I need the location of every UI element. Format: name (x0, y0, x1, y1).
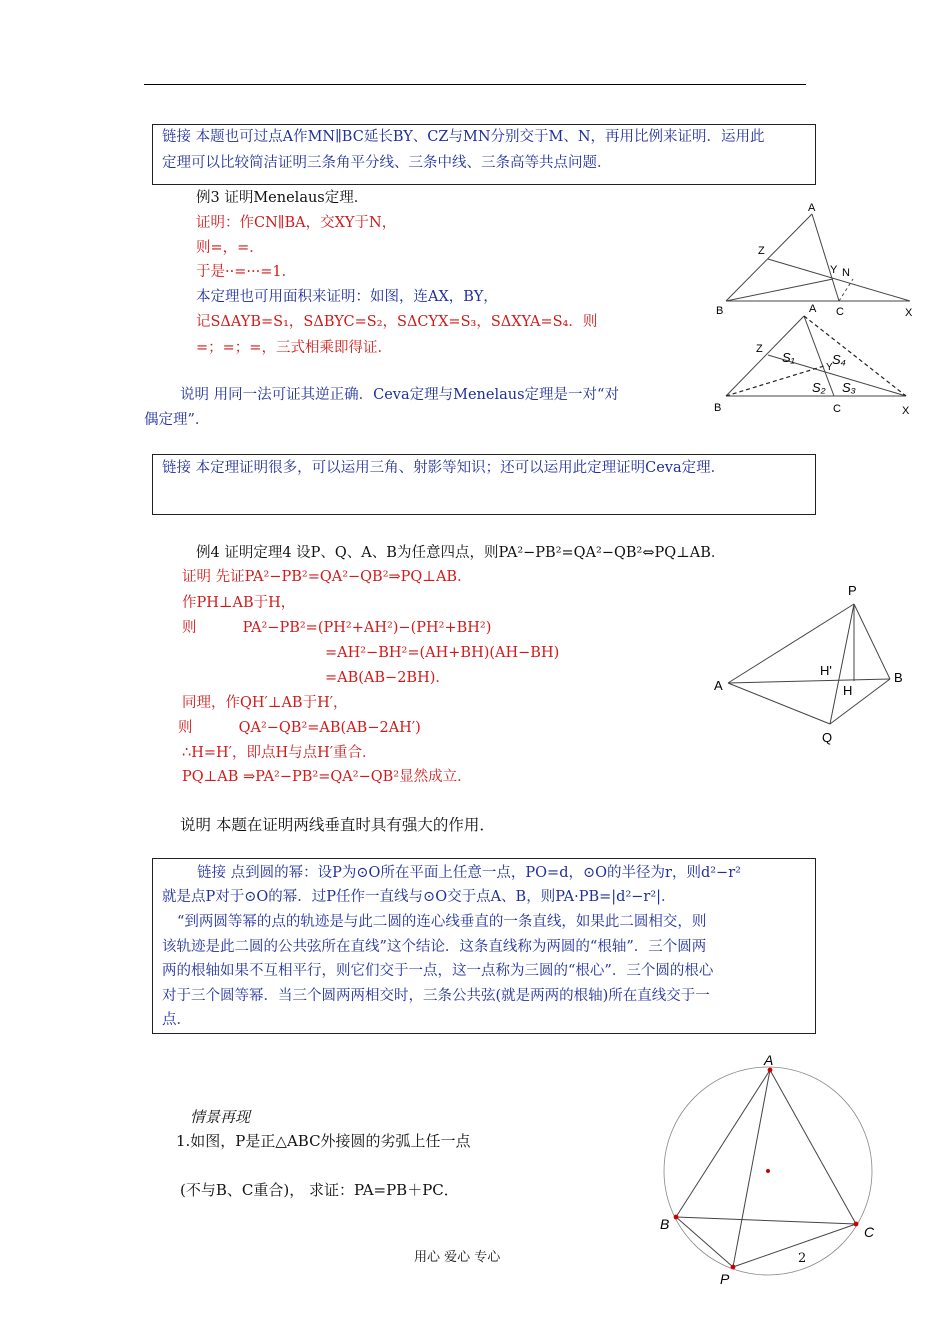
link-box-3-line-3: “到两圆等幂的点的轨迹是与此二圆的连心线垂直的一条直线，如果此二圆相交，则 (177, 914, 707, 930)
ex4-proof-line-8: ∴H=H′，即点H与点H′重合． (182, 745, 377, 761)
menelaus-figure-2 (706, 298, 928, 422)
ex4-proof-line-7: 则 QA²−QB²=AB(AB−2AH′) (178, 720, 421, 736)
scene-problem-line-2: (不与B、C重合)， 求证：PA=PB＋PC． (180, 1181, 459, 1199)
link-box-3-line-4: 该轨迹是此二圆的公共弦所在直线”这个结论．这条直线称为两圆的“根轴”．三个圆两 (162, 939, 707, 955)
ex4-proof-line-2: 作PH⊥AB于H， (182, 595, 296, 611)
ex3-note-line-1: 说明 用同一法可证其逆正确．Ceva定理与Menelaus定理是一对“对 (180, 387, 619, 403)
ex4-proof-line-3: 则 PA²−PB²=(PH²+AH²)−(PH²+BH²) (182, 620, 492, 636)
ex4-note: 说明 本题在证明两线垂直时具有强大的作用． (180, 816, 495, 834)
ex4-proof-line-1: 证明 先证PA²−PB²=QA²−QB²⇒PQ⊥AB． (182, 569, 472, 585)
ex3-proof-line-6: =；=；=，三式相乘即得证． (196, 340, 392, 356)
fig1-label-Y: Y (830, 264, 838, 276)
fig3-label-P: P (848, 583, 857, 598)
fig3-label-A: A (714, 678, 723, 693)
fig1-label-Z: Z (758, 245, 765, 257)
example-3-title: 例3 证明Menelaus定理． (196, 190, 369, 206)
ex3-note-line-2: 偶定理”． (144, 412, 210, 428)
link-box-1-line-2: 定理可以比较简洁证明三条角平分线、三条中线、三条高等共点问题． (162, 155, 612, 171)
link-box-2 (152, 454, 816, 515)
ex4-proof-line-4: =AH²−BH²=(AH+BH)(AH−BH) (325, 645, 560, 661)
ex3-proof-line-5: 记SΔAYB=S₁，SΔBYC=S₂，SΔCYX=S₃，SΔXYA=S₄．则 (196, 314, 598, 330)
fig2-label-A: A (809, 303, 817, 315)
link-box-1-line-1: 链接 本题也可过点A作MN∥BC延长BY、CZ与MN分别交于M、N，再用比例来证明．运用此 (162, 129, 765, 145)
link-box-3 (152, 858, 816, 1034)
scene-heading: 情景再现 (190, 1108, 251, 1126)
perpendicular-figure (704, 578, 922, 750)
ex4-proof-line-6: 同理，作QH′⊥AB于H′， (182, 695, 348, 711)
fig3-label-H: H (843, 683, 853, 698)
fig3-label-B: B (894, 670, 903, 685)
fig2-label-X: X (902, 405, 910, 417)
fig4-label-P: P (720, 1271, 730, 1287)
scene-problem-line-1: 1.如图，P是正△ABC外接圆的劣弧上任一点 (176, 1132, 471, 1150)
fig1-label-B: B (716, 305, 724, 317)
fig2-label-S3: S₃ (842, 380, 856, 395)
fig2-label-B: B (714, 402, 722, 414)
link-box-3-line-5: 两的根轴如果不互相平行，则它们交于一点，这一点称为三圆的“根心”．三个圆的根心 (162, 963, 714, 979)
fig1-label-A: A (808, 202, 816, 214)
link-box-2-text: 链接 本定理证明很多，可以运用三角、射影等知识；还可以运用此定理证明Ceva定理． (162, 460, 726, 476)
fig1-label-N: N (842, 267, 850, 279)
fig1-label-X: X (905, 307, 913, 319)
example-4-title: 例4 证明定理4 设P、Q、A、B为任意四点，则PA²−PB²=QA²−QB²⇔PQ⊥AB． (196, 545, 726, 561)
fig4-label-A: A (764, 1052, 774, 1068)
fig2-label-S4: S₄ (832, 352, 846, 367)
link-box-3-line-6: 对于三个圆等幂．当三个圆两两相交时，三条公共弦(就是两两的根轴)所在直线交于一 (162, 988, 710, 1004)
link-box-3-line-2: 就是点P对于⊙O的幂．过P任作一直线与⊙O交于点A、B，则PA·PB=|d²−r²|． (162, 889, 676, 905)
header-rule (144, 84, 806, 85)
circumcircle-figure (652, 1048, 904, 1288)
fig3-label-H-prime: H' (820, 663, 832, 678)
link-box-3-line-1: 链接 点到圆的幂：设P为⊙O所在平面上任意一点，PO=d，⊙O的半径为r，则d²−r² (197, 865, 741, 881)
fig2-label-S1: S₁ (782, 350, 795, 365)
link-box-1 (152, 124, 816, 185)
footer-text: 用心 爱心 专心 (414, 1250, 501, 1265)
ex3-proof-line-3: 于是··=···=1． (196, 264, 297, 280)
ex3-proof-line-4: 本定理也可用面积来证明：如图，连AX，BY， (196, 289, 498, 305)
fig2-label-S2: S₂ (812, 380, 826, 395)
fig2-label-C: C (833, 403, 841, 415)
ex4-proof-line-5: =AB(AB−2BH)． (325, 670, 450, 686)
fig4-label-B: B (660, 1216, 670, 1232)
fig1-label-C: C (836, 306, 844, 318)
link-box-3-line-7: 点． (162, 1012, 191, 1028)
page-number: 2 (798, 1251, 807, 1266)
fig3-label-Q: Q (822, 730, 833, 745)
fig2-label-Y: Y (826, 362, 833, 373)
ex3-proof-line-2: 则=，=． (196, 240, 264, 256)
fig4-label-C: C (864, 1224, 875, 1240)
fig2-label-Z: Z (756, 343, 763, 355)
ex3-proof-line-1: 证明：作CN∥BA，交XY于N， (196, 215, 397, 231)
ex4-proof-line-9: PQ⊥AB ⇒PA²−PB²=QA²−QB²显然成立． (182, 769, 472, 785)
